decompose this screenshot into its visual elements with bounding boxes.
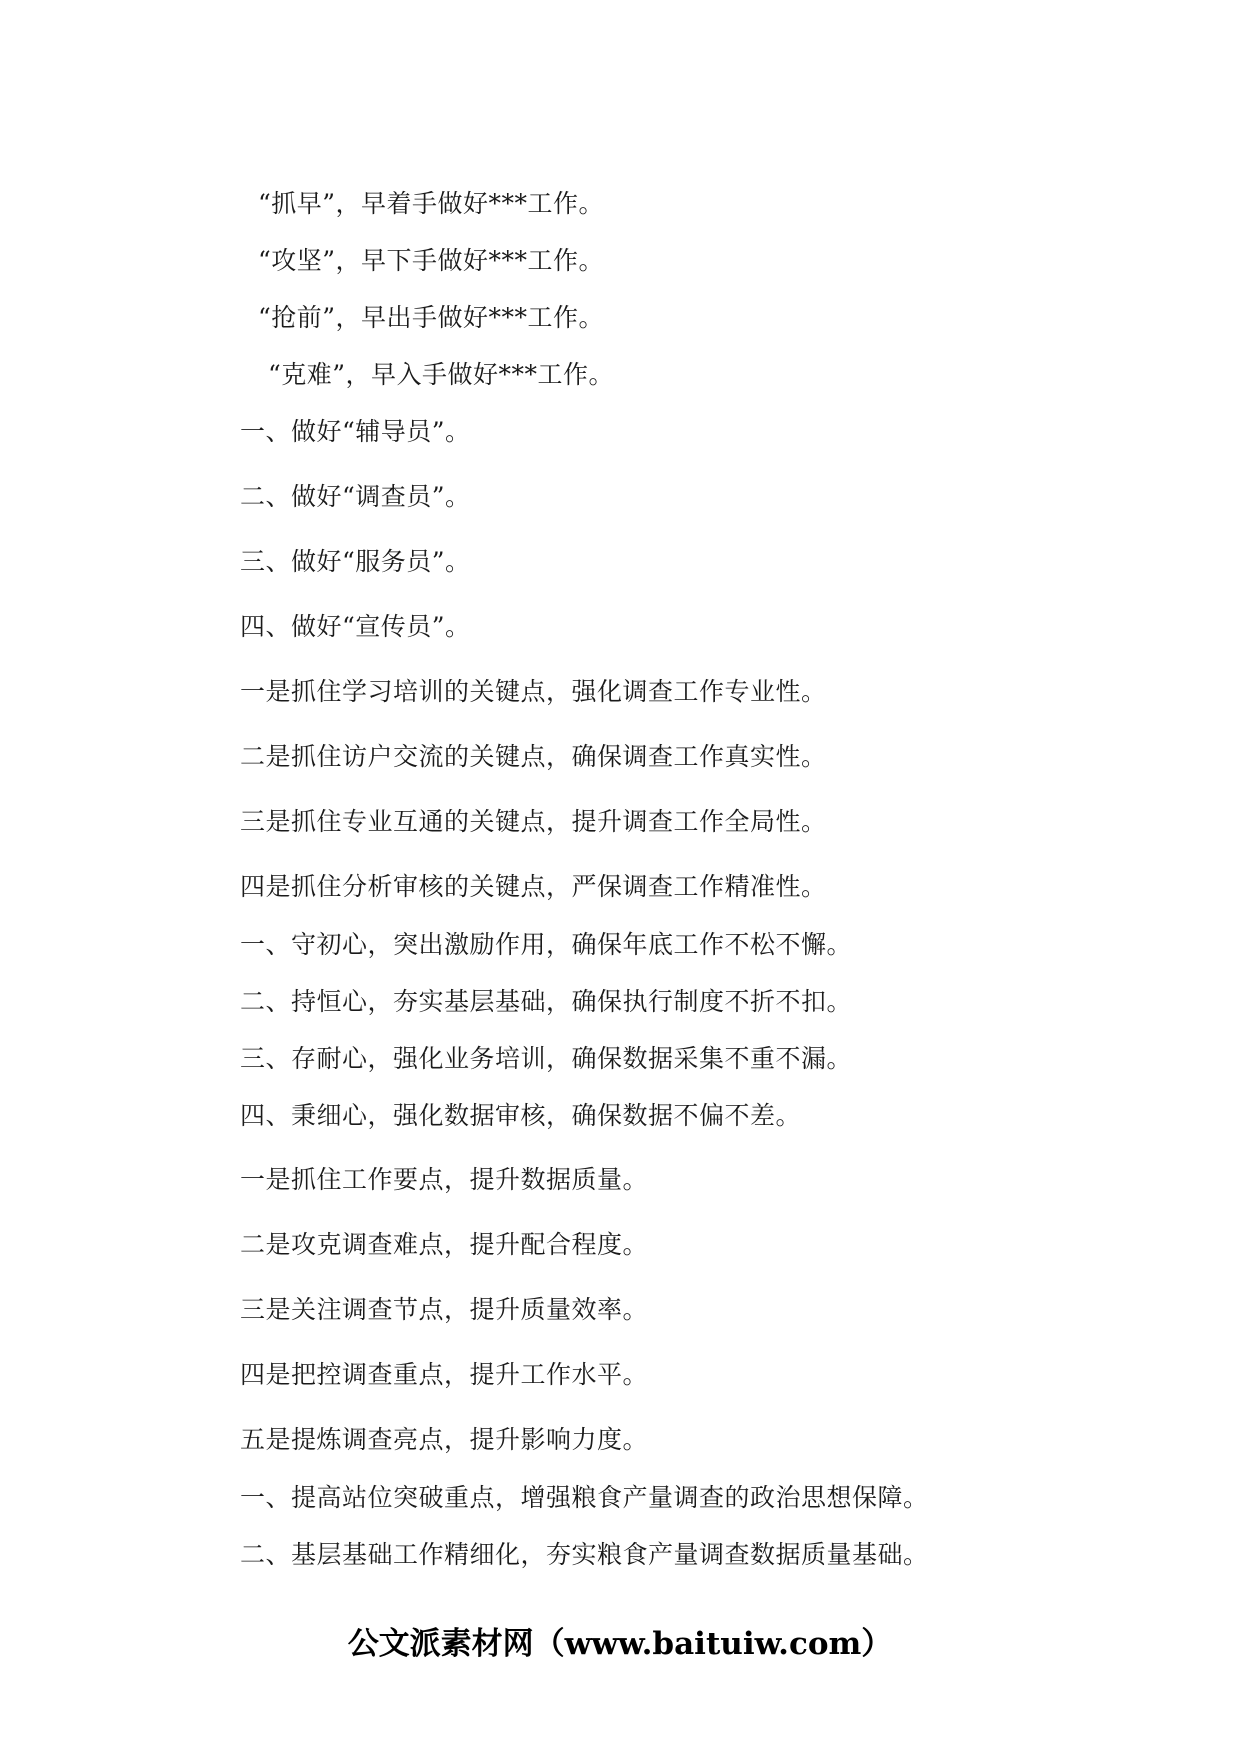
text-line: “抓早”，早着手做好***工作。 [258, 189, 605, 218]
section-heading: 二、持恒心，夯实基层基础，确保执行制度不折不扣。 [240, 987, 853, 1016]
section-heading: 一、做好“辅导员”。 [240, 417, 471, 446]
text-line: 二是攻克调查难点，提升配合程度。 [240, 1230, 649, 1259]
text-line: 三是关注调查节点，提升质量效率。 [240, 1295, 649, 1324]
section-heading: 二、做好“调查员”。 [240, 482, 471, 511]
text-line: 一是抓住学习培训的关键点，强化调查工作专业性。 [240, 677, 827, 706]
text-line: “攻坚”，早下手做好***工作。 [258, 246, 605, 275]
text-line: “克难”，早入手做好***工作。 [268, 360, 615, 389]
text-line: 四是把控调查重点，提升工作水平。 [240, 1360, 649, 1389]
section-heading: 一、提高站位突破重点，增强粮食产量调查的政治思想保障。 [240, 1483, 929, 1512]
text-line: 五是提炼调查亮点，提升影响力度。 [240, 1425, 649, 1454]
section-heading: 四、做好“宣传员”。 [240, 612, 471, 641]
section-heading: 三、存耐心，强化业务培训，确保数据采集不重不漏。 [240, 1044, 853, 1073]
text-line: 二是抓住访户交流的关键点，确保调查工作真实性。 [240, 742, 827, 771]
text-line: 一是抓住工作要点，提升数据质量。 [240, 1165, 649, 1194]
text-line: 三是抓住专业互通的关键点，提升调查工作全局性。 [240, 807, 827, 836]
section-heading: 三、做好“服务员”。 [240, 547, 471, 576]
section-heading: 四、秉细心，强化数据审核，确保数据不偏不差。 [240, 1101, 802, 1130]
text-line: “抢前”，早出手做好***工作。 [258, 303, 605, 332]
text-line: 四是抓住分析审核的关键点，严保调查工作精准性。 [240, 872, 827, 901]
section-heading: 二、基层基础工作精细化，夯实粮食产量调查数据质量基础。 [240, 1540, 929, 1569]
section-heading: 一、守初心，突出激励作用，确保年底工作不松不懈。 [240, 930, 853, 959]
footer-watermark: 公文派素材网（www.baituiw.com） [347, 1626, 893, 1662]
